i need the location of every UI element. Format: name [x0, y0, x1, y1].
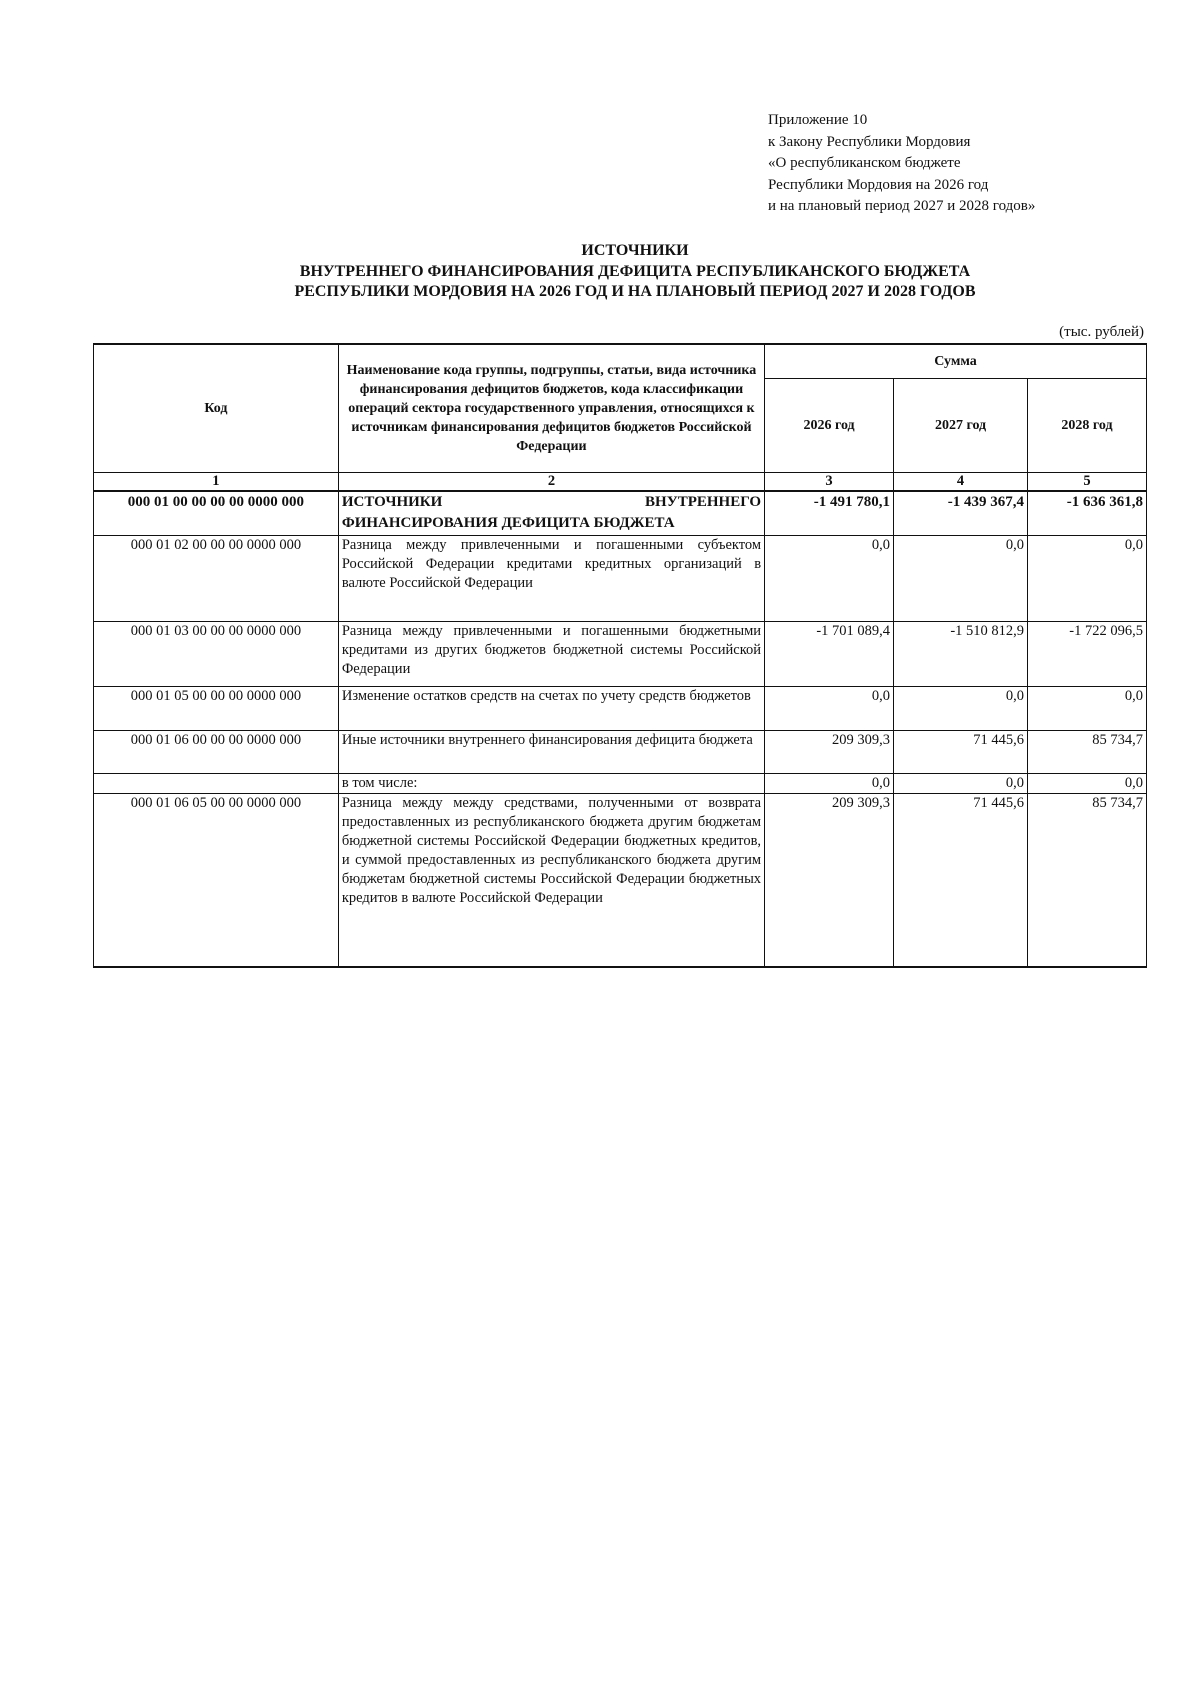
header-name: Наименование кода группы, подгруппы, статьи, вида источника финансирования дефицитов бюджетов, кода классификации операций сектора государственного управления, относящихся к источникам финансирования дефицитов бюджетов Российской Федерации	[338, 344, 764, 473]
value-2027: 0,0	[894, 536, 1028, 622]
row-name: Разница между привлеченными и погашенными бюджетными кредитами из других бюджетов бюджетной системы Российской Федерации	[338, 622, 764, 687]
units-label: (тыс. рублей)	[1059, 324, 1144, 340]
appendix-note	[768, 110, 1188, 218]
value-2028: 85 734,7	[1028, 794, 1147, 968]
column-number: 3	[765, 473, 894, 492]
header-year-2028: 2028 год	[1028, 379, 1147, 473]
value-2028: 0,0	[1028, 687, 1147, 731]
appendix-line: Республики Мордовия на 2026 год	[768, 176, 989, 193]
appendix-line: «О республиканском бюджете	[768, 155, 961, 171]
value-2026: 209 309,3	[765, 731, 894, 774]
header-sum: Сумма	[765, 344, 1147, 379]
header-code: Код	[94, 344, 339, 473]
table-row	[94, 622, 1147, 687]
value-2028: 85 734,7	[1028, 731, 1147, 774]
value-2028: 0,0	[1028, 774, 1147, 794]
header-year-2027: 2027 год	[894, 379, 1028, 473]
row-name: Иные источники внутреннего финансирования дефицита бюджета	[338, 731, 764, 774]
title-line: РЕСПУБЛИКИ МОРДОВИЯ НА 2026 ГОД И НА ПЛАНОВЫЙ ПЕРИОД 2027 И 2028 ГОДОВ	[294, 283, 976, 300]
header-row	[94, 344, 1147, 379]
value-2028: -1 636 361,8	[1028, 491, 1147, 536]
appendix-line: к Закону Республики Мордовия	[768, 133, 971, 150]
column-number: 2	[338, 473, 764, 492]
value-2028: -1 722 096,5	[1028, 622, 1147, 687]
table-row	[94, 794, 1147, 968]
row-name	[338, 491, 764, 536]
appendix-line: Приложение 10	[768, 112, 868, 128]
table-row-total	[94, 491, 1147, 536]
value-2027: 71 445,6	[894, 731, 1028, 774]
column-number: 1	[94, 473, 339, 492]
row-code: 000 01 03 00 00 00 0000 000	[94, 622, 339, 687]
header-year-2026: 2026 год	[765, 379, 894, 473]
table-row	[94, 774, 1147, 794]
value-2026: 0,0	[765, 774, 894, 794]
row-name: в том числе:	[338, 774, 764, 794]
value-2026: 209 309,3	[765, 794, 894, 968]
title-line: ВНУТРЕННЕГО ФИНАНСИРОВАНИЯ ДЕФИЦИТА РЕСПУБЛИКАНСКОГО БЮДЖЕТА	[299, 262, 971, 280]
table-row	[94, 536, 1147, 622]
row-code: 000 01 02 00 00 00 0000 000	[94, 536, 339, 622]
row-name-line: ФИНАНСИРОВАНИЯ ДЕФИЦИТА БЮДЖЕТА	[341, 515, 675, 531]
value-2026: 0,0	[765, 687, 894, 731]
row-name: Разница между привлеченными и погашенными субъектом Российской Федерации кредитами кредитных организаций в валюте Российской Федерации	[338, 536, 764, 622]
row-code: 000 01 05 00 00 00 0000 000	[94, 687, 339, 731]
row-code	[94, 774, 339, 794]
column-numbers-row	[94, 473, 1147, 492]
row-code: 000 01 06 05 00 00 0000 000	[94, 794, 339, 968]
value-2026: 0,0	[765, 536, 894, 622]
table-row	[94, 731, 1147, 774]
title-line: ИСТОЧНИКИ	[581, 242, 689, 259]
financing-sources-table	[93, 343, 1147, 968]
value-2026: -1 491 780,1	[765, 491, 894, 536]
value-2026: -1 701 089,4	[765, 622, 894, 687]
row-code: 000 01 06 00 00 00 0000 000	[94, 731, 339, 774]
column-number: 4	[894, 473, 1028, 492]
document-title	[0, 241, 1200, 303]
value-2027: 0,0	[894, 687, 1028, 731]
row-name: Изменение остатков средств на счетах по учету средств бюджетов	[338, 687, 764, 731]
row-name-line: ИСТОЧНИКИ ВНУТРЕННЕГО	[341, 494, 762, 510]
value-2027: 71 445,6	[894, 794, 1028, 968]
table-row	[94, 687, 1147, 731]
value-2027: -1 510 812,9	[894, 622, 1028, 687]
row-name: Разница между между средствами, полученными от возврата предоставленных из республиканского бюджета другим бюджетам бюджетной системы Российской Федерации бюджетных кредитов, и суммой предоставленных из республиканского бюджета другим бюджетам бюджетной системы Российской Федерации бюджетных кредитов в валюте Российской Федерации	[338, 794, 764, 968]
column-number: 5	[1028, 473, 1147, 492]
value-2027: 0,0	[894, 774, 1028, 794]
row-code: 000 01 00 00 00 00 0000 000	[94, 491, 339, 536]
appendix-line: и на плановый период 2027 и 2028 годов»	[768, 198, 1036, 214]
value-2028: 0,0	[1028, 536, 1147, 622]
value-2027: -1 439 367,4	[894, 491, 1028, 536]
